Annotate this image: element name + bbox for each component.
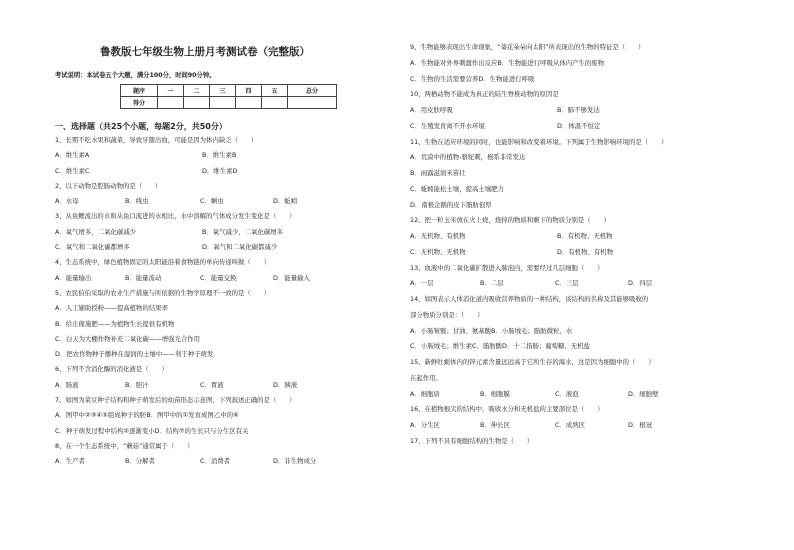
right-question-list — [410, 44, 790, 454]
option: A．无机物、有机物 — [410, 232, 466, 240]
options-row — [410, 233, 790, 249]
right-column — [410, 0, 790, 454]
option: A．细胞质 — [410, 389, 440, 398]
question-line: 12、把一粒玉米放在火上烧，烧掉的物质和剩下的物质分别是（ ） — [410, 216, 610, 225]
option: A．氧气增多，二氧化碳减少 — [55, 227, 137, 236]
score-cell: 三 — [210, 85, 236, 97]
score-cell: 一 — [158, 85, 184, 97]
option: D．细胞壁 — [628, 389, 659, 398]
question-line: 8、在一个生态系统中，“蘑菇”通常属于（ ） — [55, 441, 194, 450]
option: D．氧气和二氧化碳都减少 — [202, 243, 278, 252]
option: B．能量流动 — [125, 273, 162, 282]
option: B．分解者 — [125, 457, 155, 466]
score-cell — [236, 97, 262, 109]
options-row — [55, 382, 435, 397]
option: B．有机物、无机物 — [557, 232, 613, 240]
exam-note: 考试说明：本试卷五个大题，满分100分，时间90分钟。 — [55, 72, 216, 79]
score-cell — [288, 97, 337, 109]
option: B．细胞膜 — [480, 389, 510, 398]
option: B．氧气减少，二氧化碳增多 — [202, 227, 284, 236]
question-line: 11、生物在适应环境的同时，也能影响和改变着环境。下列属于生物影响环境的是（ ） — [410, 137, 668, 146]
option: D．蚯蚓 — [273, 197, 298, 206]
options-row — [55, 244, 435, 259]
option: A．能量输出 — [55, 273, 92, 282]
question-line: A．生物能对外界刺激作出反应B．生物能进行呼吸从体内产生的废物 — [410, 58, 605, 67]
question-line: C．小肠绒毛；维生素C、脂肪酸D．十二指肠；葡萄糖、无机盐 — [410, 342, 591, 351]
option: B．伸长区 — [480, 421, 510, 429]
options-row — [55, 152, 435, 167]
options-row — [410, 422, 790, 438]
options-row — [410, 280, 790, 296]
score-table — [120, 84, 337, 109]
page-title: 鲁教版七年级生物上册月考测试卷（完整版） — [100, 46, 310, 58]
question-line: A．小肠皱襞；甘油、氨基酸B．小肠绒毛；脂肪微粒、水 — [410, 326, 573, 335]
options-row — [410, 391, 790, 407]
score-cell — [210, 97, 236, 109]
option: D．体温不恒定 — [557, 121, 601, 130]
option: B．肺不够发达 — [557, 106, 600, 114]
option: C．氧气和二氧化碳都增多 — [55, 243, 130, 252]
left-question-list — [55, 137, 435, 474]
option: B．二层 — [480, 279, 504, 288]
options-row — [55, 275, 435, 290]
question-line: 16、在植物根尖的结构中，吸收水分和无机盐的主要部位是（ ） — [410, 405, 604, 414]
question-line: 4、生态系统中，绿色植物固定的太阳能沿着食物链的单向传递叫做（ ） — [55, 258, 270, 267]
option: C．无机物、无机物 — [410, 247, 466, 256]
option: D．胰液 — [273, 380, 298, 389]
question-line: A．人工辅助授粉——提高植物的结果率 — [55, 304, 169, 313]
option: D．有机物、有机物 — [557, 247, 614, 256]
score-cell: 五 — [262, 85, 288, 97]
option: A．生产者 — [55, 457, 85, 466]
option: A．分生区 — [410, 421, 440, 429]
option: C．液泡 — [555, 389, 579, 398]
score-table-score-row — [121, 97, 337, 109]
question-line: 7、如图为菜豆种子结构和种子萌发后的幼苗形态示意图，下列叙述正确的是（ ） — [55, 396, 296, 405]
question-line: A．图甲中②③④⑤组成种子的胚B．图甲中的①发育成图乙中的⑥ — [55, 411, 239, 420]
question-line: B．给庄稼施肥——为植物生长提供有机物 — [55, 319, 175, 328]
question-line: B．雨露滋润禾苗壮 — [410, 169, 466, 177]
options-row — [410, 107, 790, 123]
question-line: D．南极企鹅的皮下脂肪很厚 — [410, 200, 492, 209]
question-line: 6、下列不含消化酶的消化液是（ ） — [55, 365, 168, 374]
options-row — [410, 123, 790, 139]
option: B．维生素B — [202, 151, 237, 160]
option: C．蛔虫 — [200, 197, 224, 206]
question-line: 17、下列不具有细胞结构的生物是（ ） — [410, 436, 534, 445]
option: A．用皮肤呼吸 — [410, 106, 453, 114]
question-line: 部分物质分别是：（ ） — [410, 310, 484, 319]
question-line: D．把农作物种子播种在湿润的土壤中——利于种子萌发 — [55, 350, 214, 359]
score-cell — [262, 97, 288, 109]
score-table-header-row — [121, 85, 337, 97]
option: B．线虫 — [125, 197, 149, 206]
question-line: 2、以下动物是腔肠动物的是（ ） — [55, 181, 162, 190]
option: C．生殖发育离不开水环境 — [410, 121, 485, 130]
question-line: C．生物的生活需要营养D．生物能进行呼吸 — [410, 74, 535, 83]
question-line: 10、两栖动物不能成为真正的陆生脊椎动物的原因是 — [410, 90, 559, 99]
option: D．维生素D — [202, 166, 238, 175]
question-line: 13、血液中的二氧化碳扩散进入肺泡内，需要经过几层细胞（ ） — [410, 263, 604, 272]
question-line: C．白天为大棚作物补充二氧化碳——增强光合作用 — [55, 334, 201, 343]
question-line: 9、生物能够表现出生命现象，“葵花朵朵向太阳”所表现出的生物的特征是（ ） — [410, 43, 645, 51]
question-line: 5、农民伯伯采取的农业生产措施与所依据的生物学原理不一致的是（ ） — [55, 288, 270, 297]
option: C．胃液 — [200, 380, 224, 389]
score-cell — [158, 97, 184, 109]
option: D．能量输入 — [273, 273, 310, 282]
score-cell: 题序 — [121, 85, 158, 97]
section-heading: 一、选择题（共25个小题，每题2分，共50分） — [55, 122, 227, 131]
options-row — [55, 168, 435, 183]
option: A．一层 — [410, 279, 434, 288]
option: D．四层 — [628, 279, 653, 288]
option: C．成熟区 — [555, 421, 586, 429]
question-line: 14、如图表示人体消化道内吸收营养物质的一种结构，该结构的名称及其能够吸收的 — [410, 295, 649, 303]
score-cell: 二 — [184, 85, 210, 97]
question-line: 1、长期不吃水果和蔬菜，导致牙龈出血，可能是因为体内缺乏（ ） — [55, 136, 258, 144]
left-column — [55, 0, 435, 474]
option: A．肠液 — [55, 380, 79, 389]
options-row — [55, 198, 435, 213]
score-cell: 得分 — [121, 97, 158, 109]
options-row — [55, 229, 435, 244]
question-line: C．种子萌发过程中结构②逐渐变小D．结构⑦的生长只与分生区有关 — [55, 426, 249, 435]
option: C．维生素C — [55, 166, 90, 175]
option: B．胆汁 — [125, 380, 149, 389]
question-line: 15、新鲜牡蛎体内的锌元素含量远远高于它所生存的海水，这是因为细胞中的（ ） — [410, 358, 655, 366]
option: A．维生素A — [55, 151, 90, 160]
question-line: C．蚯蚓能松土壤，提高土壤肥力 — [410, 184, 504, 193]
question-line: 3、从鱼鳃流出的水和从鱼口流进的水相比，水中溶解的气体成分发生变化是（ ） — [55, 212, 296, 221]
option: D．非生物成分 — [273, 457, 317, 466]
option: D．根冠 — [628, 421, 653, 429]
option: C．三层 — [555, 279, 579, 288]
question-line: 在起作用。 — [410, 373, 442, 382]
options-row — [410, 249, 790, 265]
option: C．能量交换 — [200, 273, 237, 282]
score-cell: 四 — [236, 85, 262, 97]
options-row — [55, 458, 435, 473]
question-line: A．荒漠中的植物-骆驼刺，根系非常发达 — [410, 153, 526, 162]
option: C．消费者 — [200, 457, 231, 466]
score-cell — [184, 97, 210, 109]
option: A．水母 — [55, 197, 79, 206]
score-cell: 总分 — [288, 85, 337, 97]
